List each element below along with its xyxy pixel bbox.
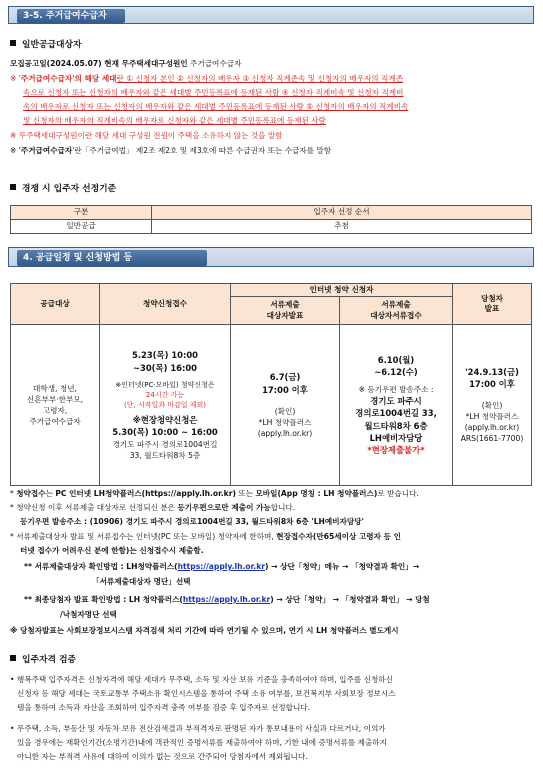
announce-date: 6.7(금) 17:00 이후 xyxy=(262,372,308,395)
section-banner-3-5 xyxy=(8,6,534,24)
header-winner: 당첨자 발표 xyxy=(453,284,532,325)
selection-table-header xyxy=(11,206,532,220)
note-8-text-b: ) → 상단「청약」 → 「청약결과 확인」 → 당첨 xyxy=(270,595,430,604)
winner-check-link[interactable]: https://apply.lh.or.kr xyxy=(182,595,271,604)
submit-warning: *현장제출불가* xyxy=(367,444,425,455)
apply-date-1: 5.23(목) 10:00 xyxy=(132,350,198,361)
note-1-bold-a: 청약접수 xyxy=(16,489,46,498)
selection-cell-order: 추첨 xyxy=(152,220,532,234)
note-3: 등기우편 발송주소 : (10906) 경기도 파주시 경의로1004번길 33, 월드타워8차 6층 'LH예비자담당' xyxy=(20,517,364,526)
schedule-header-row-1 xyxy=(11,284,532,297)
general-heading-text: 일반공급대상자 xyxy=(22,40,82,50)
note-7: 「서류제출대상자 명단」선택 xyxy=(92,577,191,586)
apply-onsite-date: 5.30(목) 10:00 ~ 16:00 xyxy=(112,427,218,438)
apply-onsite-place: 경기도 파주시 경의로1004번길 33, 월드타워8차 5층 xyxy=(112,439,218,460)
eligibility-p1-line1: • 행복주택 입주자격은 신청자격에 해당 세대가 무주택, 소득 및 자산 보유 기준을 충족하여야 하며, 입주를 신청하신 xyxy=(10,675,393,684)
general-line-6: ※ 무주택세대구성원이란 해당 세대 구성원 전원이 주택을 소유하지 않는 것을 말함 xyxy=(10,131,283,140)
header-doc-announce: 서류제출 대상자발표 xyxy=(231,297,340,325)
apply-onsite-label: ※현장청약신청은 xyxy=(132,415,198,426)
general-line-5: 및 신청자의 배우자의 직계비속의 배우자로 신청자와 같은 세대별 주민등록표에 등재된 사람 xyxy=(23,116,326,125)
header-target: 공급대상 xyxy=(11,284,100,325)
cell-winner xyxy=(453,325,532,486)
apply-date-2: ~30(목) 16:00 xyxy=(133,362,197,373)
note-8 xyxy=(24,595,543,605)
eligibility-p2-line1: • 무주택, 소득, 부동산 및 자동차 보유 전산검색결과 부적격자로 판명된 자가 통보내용이 사실과 다르거나, 이의가 xyxy=(10,724,386,733)
note-1-text-a: 는 xyxy=(45,489,56,498)
selection-heading xyxy=(10,184,116,196)
selection-col-type: 구분 xyxy=(11,206,152,220)
apply-note-2: 24시간 가능 xyxy=(145,390,185,399)
submit-date-1: 6.10(월) xyxy=(377,354,415,365)
selection-col-order: 입주자 선정 순서 xyxy=(152,206,532,220)
apply-note-3: (단, 시작일과 마감일 제외) xyxy=(124,401,206,410)
submit-address: 경기도 파주시 경의로1004번길 33, 월드타워8차 6층 LH예비자담당 xyxy=(355,396,437,443)
note-1-prefix: * xyxy=(10,489,17,498)
note-1-bold-b: PC 인터넷 LH청약플러스(https://apply.lh.or.kr) xyxy=(55,489,236,498)
schedule-table xyxy=(10,283,532,486)
note-2-text-a: * 청약신청 이후 서류제출 대상자로 선정되신 분은 xyxy=(10,503,178,512)
general-line-3: 속으로 신청자 또는 신청자의 배우자와 같은 세대별 주민등록표에 등재된 사람 ④ 신청자 직계비속 및 신청자 직계비 xyxy=(23,88,404,97)
note-10: ※ 당첨자발표는 사회보장정보시스템 자격검색 처리 기간에 따라 연기될 수 있으며, 연기 시 LH 청약플러스 별도게시 xyxy=(10,626,399,635)
selection-cell-type: 일반공급 xyxy=(11,220,152,234)
note-9: /낙첨자명단 선택 xyxy=(60,610,117,619)
general-line-7-rest: '란「주거급여법」 제2조 제2호 및 제3호에 따른 수급권자 또는 수급자를 말함 xyxy=(72,146,332,155)
note-6-text-b: ) → 상단「청약」메뉴 → 「청약결과 확인」→ xyxy=(265,562,420,571)
note-4 xyxy=(10,532,533,542)
selection-table xyxy=(10,205,532,234)
general-line-2-prefix: ※ ' xyxy=(10,74,21,83)
note-1-text-b: 또는 xyxy=(235,489,256,498)
cell-target: 대학생, 청년, 신혼부부·한부모, 고령자, 주거급여수급자 xyxy=(11,325,100,486)
submit-date-2: ~6.12(수) xyxy=(374,367,418,378)
note-4-bold: 현장접수자(만65세이상 고령자 등 인 xyxy=(276,532,401,541)
note-2-bold: 등기우편으로만 제출이 가능 xyxy=(177,503,271,512)
general-heading xyxy=(10,40,82,52)
note-6-text-a: ** 서류제출대상자 확인방법 : LH청약플러스( xyxy=(24,562,178,571)
winner-date: '24.9.13(금) 17:00 이후 xyxy=(465,366,519,389)
winner-check: (확인) *LH 청약플러스 (apply.lh.or.kr) ARS(1661-7700) xyxy=(460,401,524,444)
note-4-text: * 서류제출대상자 발표 및 서류접수는 인터넷(PC 또는 모바일) 청약자에 한하며, xyxy=(10,532,277,541)
general-line-7-prefix: ※ ' xyxy=(10,146,21,155)
square-bullet-icon xyxy=(10,40,16,46)
general-line-1-normal: 주거급여수급자 xyxy=(187,59,242,68)
eligibility-p2-line2: 있을 경우에는 재확인기간(소명기간)내에 객관적인 증명서류를 제출하여야 하며, 기한 내에 증명서류를 제출하지 xyxy=(17,738,387,747)
cell-apply xyxy=(100,325,231,486)
submit-note: ※ 등기우편 발송주소 : xyxy=(358,385,434,395)
cell-doc-announce xyxy=(231,325,340,486)
eligibility-heading-text: 입주자격 검증 xyxy=(22,655,77,665)
general-line-1 xyxy=(10,59,533,69)
square-bullet-icon xyxy=(10,184,16,190)
note-5: 터넷 접수가 어려우신 분에 한함)는 신청접수시 제출함. xyxy=(20,546,204,555)
note-6 xyxy=(24,562,543,572)
note-1 xyxy=(10,489,533,499)
note-1-bold-c: 모바일(App 명칭 : LH 청약플러스) xyxy=(255,489,378,498)
eligibility-p1-line3: 템을 통하여 소득과 자산을 조회하여 입주자격 충족 여부를 검증 후 입주자로 선정합니다. xyxy=(17,703,311,712)
eligibility-heading xyxy=(10,655,76,667)
header-doc-submit: 서류제출 대상자서류접수 xyxy=(340,297,453,325)
section-title: 3-5. 주거급여수급자 xyxy=(23,11,107,21)
section-title: 4. 공급일정 및 신청방법 등 xyxy=(23,253,133,263)
note-1-text-c: 로 받습니다. xyxy=(377,489,419,498)
header-internet: 인터넷 청약 신청자 xyxy=(231,284,453,297)
general-line-2-bold: 주거급여수급자'의 해당 세대 xyxy=(20,74,117,83)
note-2-text-b: 합니다. xyxy=(270,503,296,512)
selection-heading-text: 경쟁 시 입주자 선정기준 xyxy=(22,184,117,194)
eligibility-p2-line3: 아니한 자는 부적격 사유에 대하여 이의가 없는 것으로 간주되어 당첨자에서 제외됩니다. xyxy=(17,752,308,761)
general-line-1-bold: 모집공고일(2024.05.07) 현재 무주택세대구성원인 xyxy=(10,59,188,68)
note-2 xyxy=(10,503,533,513)
table-row xyxy=(11,325,532,486)
general-line-7 xyxy=(10,146,533,156)
general-line-4: 속의 배우자로 신청자 또는 신청자의 배우자와 같은 세대별 주민등록표에 등재된 사람 ⑤ 신청자의 배우자의 직계비속 xyxy=(23,102,409,111)
general-line-7-bold: 주거급여수급자 xyxy=(20,146,73,155)
section-banner-4 xyxy=(8,247,534,267)
note-8-text-a: ** 최종당첨자 발표 확인방법 : LH 청약플러스( xyxy=(24,595,183,604)
general-line-2-rest: 란 ① 신청자 본인 ② 신청자의 배우자 ③ 신청자 직계존속 및 신청자의 배우자의 직계존 xyxy=(116,74,404,83)
general-line-2 xyxy=(10,74,533,84)
header-apply: 청약신청접수 xyxy=(100,284,231,325)
eligibility-p1-line2: 신청자 등 해당 세대는 국토교통부 주택소유 확인시스템을 통하여 주택 소유 여부를, 보건복지부 사회보장 정보시스 xyxy=(17,689,396,698)
doc-check-link[interactable]: https://apply.lh.or.kr xyxy=(177,562,265,571)
apply-note-1: ※인터넷(PC·모바일) 청약신청은 xyxy=(115,380,215,389)
table-row xyxy=(11,220,532,234)
cell-doc-submit xyxy=(340,325,453,486)
square-bullet-icon xyxy=(10,655,16,661)
announce-check: (확인) *LH 청약플러스 (apply.lh.or.kr) xyxy=(257,406,313,438)
